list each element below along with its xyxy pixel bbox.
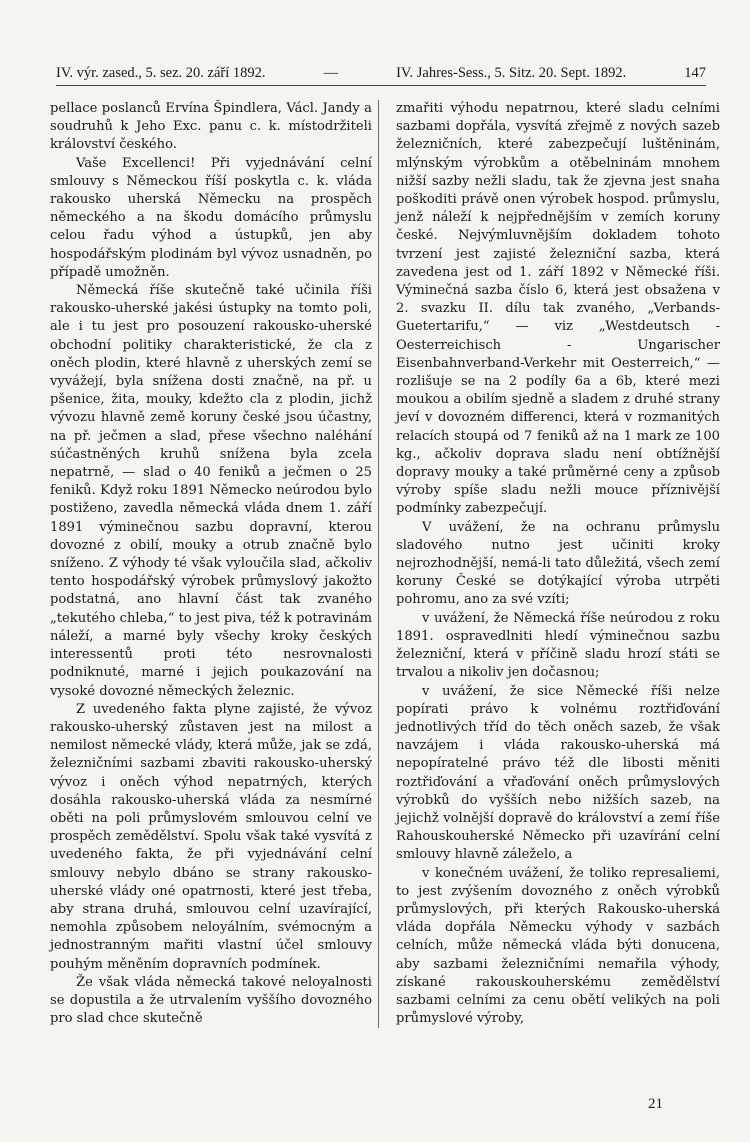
- paragraph: v uvážení, že sice Německé říši nelze popírati právo k volnému roztřiďování jednotlivých tříd do těch oněch sazeb, že však navzájem i vláda rakousko-uherská má nepopíratelné právo též dle libosti měniti roztřiďování a vřaďování oněch průmyslových výrobků do vyšších nebo nižších sazeb, na jejichž volnější dopravě do království a zemí říše Rahouskouherské Německo při uzavírání celní smlouvy hlavně záleželo, a: [396, 683, 720, 863]
- left-column: [50, 100, 379, 1028]
- header-dash: —: [323, 65, 339, 81]
- header-page-number: 147: [684, 65, 706, 81]
- paragraph: Z uvedeného fakta plyne zajisté, že vývoz rakousko-uherský zůstaven jest na milost a nemilost německé vlády, která může, jak se zdá, železničními sazbami zbaviti rakousko-uherský vývoz i oněch výhod nepatrných, kterých dosáhla rakousko-uherská vláda za nesmírné oběti na poli průmyslovém smlouvou celní ve prospěch zemědělství. Spolu však také vysvítá z uvedeného fakta, že při vyjednávání celní smlouvy nebylo dbáno se strany rakousko-uherské vlády oné opatrnosti, které jest třeba, aby strana druhá, smlouvou celní uzavírající, nemohla způsobem neloyálním, svémocným a jednostranným mařiti vlastní účel smlouvy pouhým měněním dopravních podmínek.: [50, 701, 372, 972]
- paragraph: Vaše Excellenci! Při vyjednávání celní smlouvy s Německou říší poskytla c. k. vláda rakousko uherská Německu na prospěch německého a na škodu domácího průmyslu celou řadu výhod a ústupků, jen aby hospodářským plodinám byl vývoz usnadněn, po případě umožněn.: [50, 155, 372, 280]
- paragraph: v uvážení, že Německá říše neúrodou z roku 1891. ospravedlniti hledí výminečnou sazbu železniční, která v příčině sladu hrozí státi se trvalou a nikoliv jen dočasnou;: [396, 610, 720, 681]
- header-german: IV. Jahres-Sess., 5. Sitz. 20. Sept. 1892.: [396, 65, 627, 81]
- paragraph: Německá říše skutečně také učinila říši rakousko-uherské jakési ústupky na tomto poli, ale i tu jest pro posouzení rakousko-uherské obchodní politiky charakteristické, že cla z oněch plodin, které hlavně z uherských zemí se vyvážejí, byla snížena dosti značně, na př. u pšenice, žita, mouky, kdežto cla z plodin, jichž vývozu hlavně země koruny české jsou účastny, na př. ječmen a slad, přese všechno naléhání súčastněných kruhů snížena byla zcela nepatrně, — slad o 40 feniků a ječmen o 25 feniků. Když roku 1891 Německo neúrodou bylo postiženo, zavedla německá vláda dnem 1. září 1891 výminečnou sazbu dopravní, kterou dovozné z obilí, mouky a otrub značně bylo sníženo. Z výhody té však vyloučila slad, ačkoliv tento hospodářský výrobek průmyslový jakožto podstatná, ano hlavní část tak zvaného „tekutého chleba,“ to jest piva, též k potravinám náleží, a marné byly všechy kroky českých interessentů proti této nesrovnalosti podniknuté, marné i jejich poukazování na vysoké dovozné německých železnic.: [50, 283, 372, 699]
- header-czech: IV. výr. zased., 5. sez. 20. září 1892.: [56, 65, 266, 81]
- paragraph: zmařiti výhodu nepatrnou, které sladu celními sazbami dopřála, vysvítá zřejmě z nových sazeb železničních, které zabezpečují luštěninám, mlýnským výrobkům a otěbelninám mnohem nižší sazby nežli sladu, tak že zjevna jest snaha poškoditi právě onen výrobek hospod. průmyslu, jenž náleží k nejpřednějším v zemích koruny české. Nejvýmluvnějším dokladem tohoto tvrzení jest zajisté železniční sazba, která zavedena jest od 1. září 1892 v Německé říši. Výminečná sazba číslo 6, která jest obsažena v 2. svazku II. dílu tak zvaného, „Verbands-Guetertarifu,“ — viz „Westdeutsch - Oesterreichisch - Ungarischer Eisenbahnverband-Verkehr mit Oesterreich,“ — rozlišuje se na 2 podíly 6a a 6b, které mezi moukou a obilím sjedně a sladem z druhé strany jeví v dovozném differenci, která v rozmanitých relacích stoupá od 7 feniků až na 1 mark ze 100 kg., ačkoliv doprava sladu není obtížnější dopravy mouky a také průměrné ceny a způsob výroby spíše sladu nežli mouce příznivější podmínky zabezpečují.: [396, 101, 720, 517]
- paragraph: V uvážení, že na ochranu průmyslu sladového nutno jest učiniti kroky nejrozhodnější, nemá-li tato důležitá, všech zemí koruny České se dotýkající výroba utrpěti pohromu, ano za své vzíti;: [396, 519, 720, 608]
- footer-page-number: 21: [648, 1096, 663, 1112]
- paragraph: Že však vláda německá takové neloyalnosti se dopustila a že utrvalením vyššího dovozného pro slad chce skutečně: [50, 974, 372, 1027]
- paragraph: pellace poslanců Ervína Špindlera, Václ. Jandy a soudruhů k Jeho Exc. panu c. k. místodržiteli království českého.: [50, 101, 372, 153]
- running-header: [56, 64, 706, 86]
- right-column: [396, 100, 720, 1028]
- paragraph: v konečném uvážení, že toliko represaliemi, to jest zvýšením dovozného z oněch výrobků průmyslových, při kterých Rakousko-uherská vláda dopřála Německu výhody v sazbách celních, může německá vláda býti donucena, aby sazbami železničními nemařila výhody, získané rakouskouherskému zemědělství sazbami celními za cenu obětí velikých na poli průmyslové výroby,: [396, 865, 720, 1027]
